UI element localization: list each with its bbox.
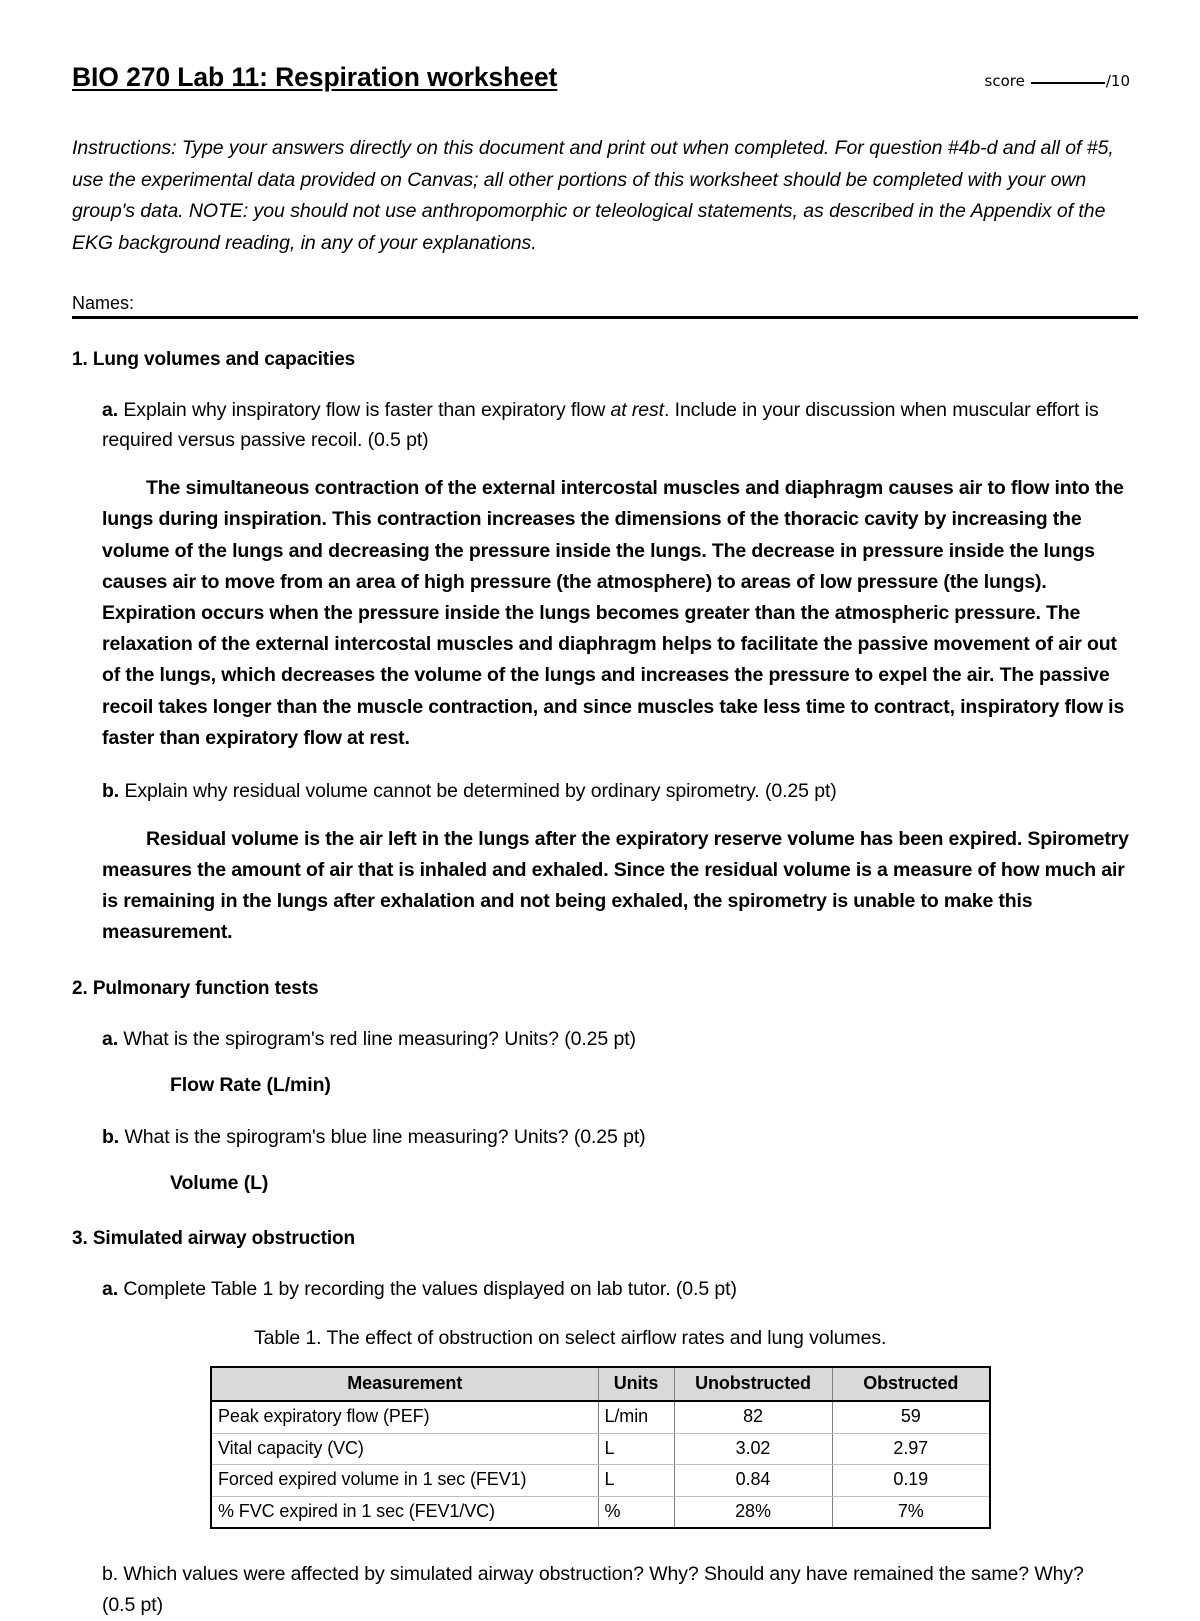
table-1-head: [211, 1367, 990, 1402]
cell-obstructed[interactable]: 0.19: [832, 1465, 990, 1497]
question-3b-letter: b.: [102, 1563, 119, 1586]
table-row: [211, 1465, 990, 1497]
cell-measurement: Forced expired volume in 1 sec (FEV1): [211, 1465, 598, 1497]
question-1a-text-pre: Explain why inspiratory flow is faster than expiratory flow: [118, 398, 611, 421]
cell-units: L: [598, 1465, 674, 1497]
page-title: BIO 270 Lab 11: Respiration worksheet: [72, 62, 558, 92]
section-2-heading: 2. Pulmonary function tests: [72, 978, 319, 1000]
score-label: score: [984, 72, 1025, 90]
cell-units: L: [598, 1433, 674, 1465]
answer-2a[interactable]: Flow Rate (L/min): [170, 1073, 331, 1096]
question-2b: [102, 1122, 1112, 1153]
question-1b-text: Explain why residual volume cannot be determined by ordinary spirometry. (0.25 pt): [119, 779, 837, 802]
question-3a-letter: a.: [102, 1277, 119, 1300]
answer-2b[interactable]: Volume (L): [170, 1171, 269, 1194]
cell-unobstructed[interactable]: 28%: [674, 1496, 832, 1528]
section-3: [72, 1227, 1138, 1621]
table-header-row: [211, 1367, 990, 1402]
names-label: Names:: [72, 293, 135, 314]
table-row: [211, 1401, 990, 1433]
question-1a-text-post: . Include in your discussion when muscular effort is required versus passive recoil. (0.5 pt): [102, 398, 1099, 452]
score-blank-line[interactable]: [1031, 82, 1105, 84]
cell-unobstructed[interactable]: 82: [674, 1401, 832, 1433]
question-3b: [102, 1559, 1112, 1621]
section-2: [72, 977, 1138, 1198]
question-2a-letter: a.: [102, 1028, 119, 1051]
cell-units: L/min: [598, 1401, 674, 1433]
section-1-heading: 1. Lung volumes and capacities: [72, 348, 356, 370]
cell-obstructed[interactable]: 59: [832, 1401, 990, 1433]
cell-measurement: Vital capacity (VC): [211, 1433, 598, 1465]
instructions-paragraph: Instructions: Type your answers directly on this document and print out when completed. For question #4b-d and all of #5, use the experimental data provided on Canvas; all other portions of this worksheet should be completed with your own group's data. NOTE: you should not use anthropomorphic or teleological statements, as described in the Appendix of the EKG background reading, in any of your explanations.: [72, 137, 1114, 254]
names-field: [72, 293, 1138, 319]
column-header-obstructed: Obstructed: [832, 1367, 990, 1402]
question-3a-text: Complete Table 1 by recording the values displayed on lab tutor. (0.5 pt): [118, 1277, 737, 1300]
section-1: [72, 348, 1138, 949]
table-1: [210, 1366, 991, 1530]
table-row: [211, 1433, 990, 1465]
cell-obstructed[interactable]: 7%: [832, 1496, 990, 1528]
question-2b-text: What is the spirogram's blue line measuring? Units? (0.25 pt): [119, 1126, 646, 1149]
table-1-caption: Table 1. The effect of obstruction on select airflow rates and lung volumes.: [254, 1326, 887, 1349]
question-2a-text: What is the spirogram's red line measuring? Units? (0.25 pt): [118, 1028, 636, 1051]
column-header-units: Units: [598, 1367, 674, 1402]
cell-obstructed[interactable]: 2.97: [832, 1433, 990, 1465]
score-total: /10: [1105, 72, 1130, 90]
question-1b-letter: b.: [102, 779, 120, 802]
cell-measurement: % FVC expired in 1 sec (FEV1/VC): [211, 1496, 598, 1528]
answer-1a[interactable]: The simultaneous contraction of the external intercostal muscles and diaphragm causes air to flow into the lungs during inspiration. This contraction increases the dimensions of the thoracic cavity by increasing the volume of the lungs and decreasing the pressure inside the lungs. The decrease in pressure inside the lungs causes air to move from an area of high pressure (the atmosphere) to areas of low pressure (the lungs). Expiration occurs when the pressure inside the lungs becomes greater than the atmospheric pressure. The relaxation of the external intercostal muscles and diaphragm helps to facilitate the passive movement of air out of the lungs, which decreases the volume of the lungs and increases the pressure to expel the air. The passive recoil takes longer than the muscle contraction, and since muscles take less time to contract, inspiratory flow is faster than expiratory flow at rest.: [102, 477, 1125, 749]
question-1a-letter: a.: [102, 398, 119, 421]
document-header: [72, 62, 1138, 93]
section-3-heading: 3. Simulated airway obstruction: [72, 1228, 356, 1250]
column-header-unobstructed: Unobstructed: [674, 1367, 832, 1402]
question-1a: [102, 395, 1112, 457]
cell-measurement: Peak expiratory flow (PEF): [211, 1401, 598, 1433]
question-3a: [102, 1274, 1112, 1305]
table-row: [211, 1496, 990, 1528]
cell-units: %: [598, 1496, 674, 1528]
question-2b-letter: b.: [102, 1126, 120, 1149]
table-1-wrapper: [210, 1366, 1138, 1530]
table-1-body: [211, 1401, 990, 1528]
question-3b-text: Which values were affected by simulated airway obstruction? Why? Should any have remained the same? Why? (0.5 pt): [102, 1563, 1084, 1616]
cell-unobstructed[interactable]: 0.84: [674, 1465, 832, 1497]
cell-unobstructed[interactable]: 3.02: [674, 1433, 832, 1465]
question-1b: [102, 776, 1112, 807]
question-2a: [102, 1024, 1112, 1055]
answer-1b[interactable]: Residual volume is the air left in the lungs after the expiratory reserve volume has been expired. Spirometry measures the amount of air that is inhaled and exhaled. Since the residual volume is a measure of how much air is remaining in the lungs after exhalation and not being exhaled, the spirometry is unable to make this measurement.: [102, 827, 1129, 944]
names-rule[interactable]: [72, 316, 1138, 319]
score-field: [985, 72, 1138, 90]
question-1a-text-italic: at rest: [610, 398, 665, 421]
column-header-measurement: Measurement: [211, 1367, 598, 1402]
